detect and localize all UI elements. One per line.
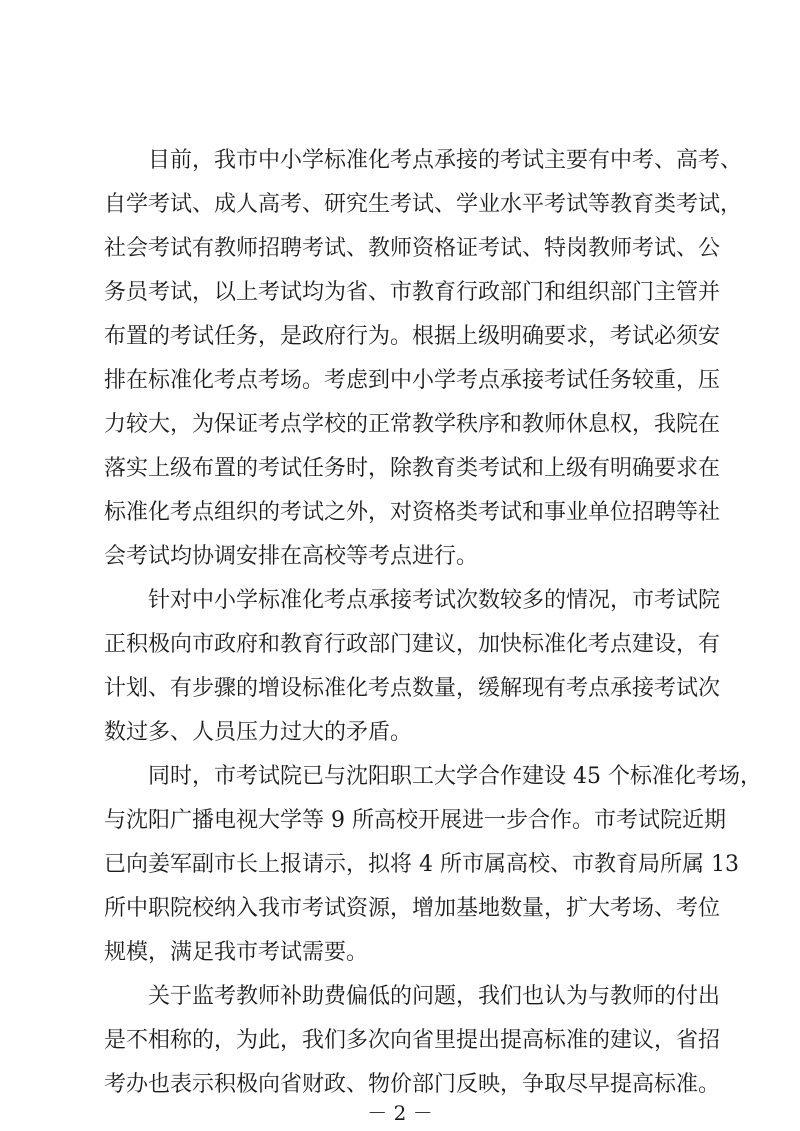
paragraph-4-line-1: 关于监考教师补助费偏低的问题，我们也认为与教师的付出	[148, 984, 721, 1009]
paragraph-1-line-2: 自学考试、成人高考、研究生考试、学业水平考试等教育类考试，	[104, 192, 743, 217]
paragraph-1-line-1: 目前，我市中小学标准化考点承接的考试主要有中考、高考、	[148, 148, 743, 173]
paragraph-4-line-3: 考办也表示积极向省财政、物价部门反映，争取尽早提高标准。	[104, 1072, 721, 1097]
paragraph-1-line-10: 会考试均协调安排在高校等考点进行。	[104, 544, 479, 569]
paragraph-4-line-2: 是不相称的，为此，我们多次向省里提出提高标准的建议，省招	[104, 1028, 721, 1053]
paragraph-3-line-3: 已向姜军副市长上报请示，拟将 4 所市属高校、市教育局所属 13	[104, 852, 739, 877]
paragraph-2-line-2: 正积极向市政府和教育行政部门建议，加快标准化考点建设，有	[104, 632, 721, 657]
paragraph-3-line-4: 所中职院校纳入我市考试资源，增加基地数量，扩大考场、考位	[104, 896, 721, 921]
paragraph-1-line-7: 力较大，为保证考点学校的正常教学秩序和教师休息权，我院在	[104, 412, 721, 437]
paragraph-2-line-4: 数过多、人员压力过大的矛盾。	[104, 720, 413, 745]
paragraph-2-line-1: 针对中小学标准化考点承接考试次数较多的情况，市考试院	[148, 588, 721, 613]
paragraph-1-line-5: 布置的考试任务，是政府行为。根据上级明确要求，考试必须安	[104, 324, 721, 349]
paragraph-1-line-6: 排在标准化考点考场。考虑到中小学考点承接考试任务较重，压	[104, 368, 721, 393]
paragraph-2-line-3: 计划、有步骤的增设标准化考点数量，缓解现有考点承接考试次	[104, 676, 721, 701]
paragraph-3-line-5: 规模，满足我市考试需要。	[104, 940, 369, 965]
page-number: － 2 －	[367, 1101, 433, 1125]
paragraph-1-line-9: 标准化考点组织的考试之外，对资格类考试和事业单位招聘等社	[104, 500, 721, 525]
paragraph-1-line-3: 社会考试有教师招聘考试、教师资格证考试、特岗教师考试、公	[104, 236, 721, 261]
paragraph-1-line-8: 落实上级布置的考试任务时，除教育类考试和上级有明确要求在	[104, 456, 721, 481]
paragraph-3-line-2: 与沈阳广播电视大学等 9 所高校开展进一步合作。市考试院近期	[104, 808, 726, 833]
paragraph-1-line-4: 务员考试，以上考试均为省、市教育行政部门和组织部门主管并	[104, 280, 721, 305]
paragraph-3-line-1: 同时，市考试院已与沈阳职工大学合作建设 45 个标准化考场，	[148, 764, 762, 789]
